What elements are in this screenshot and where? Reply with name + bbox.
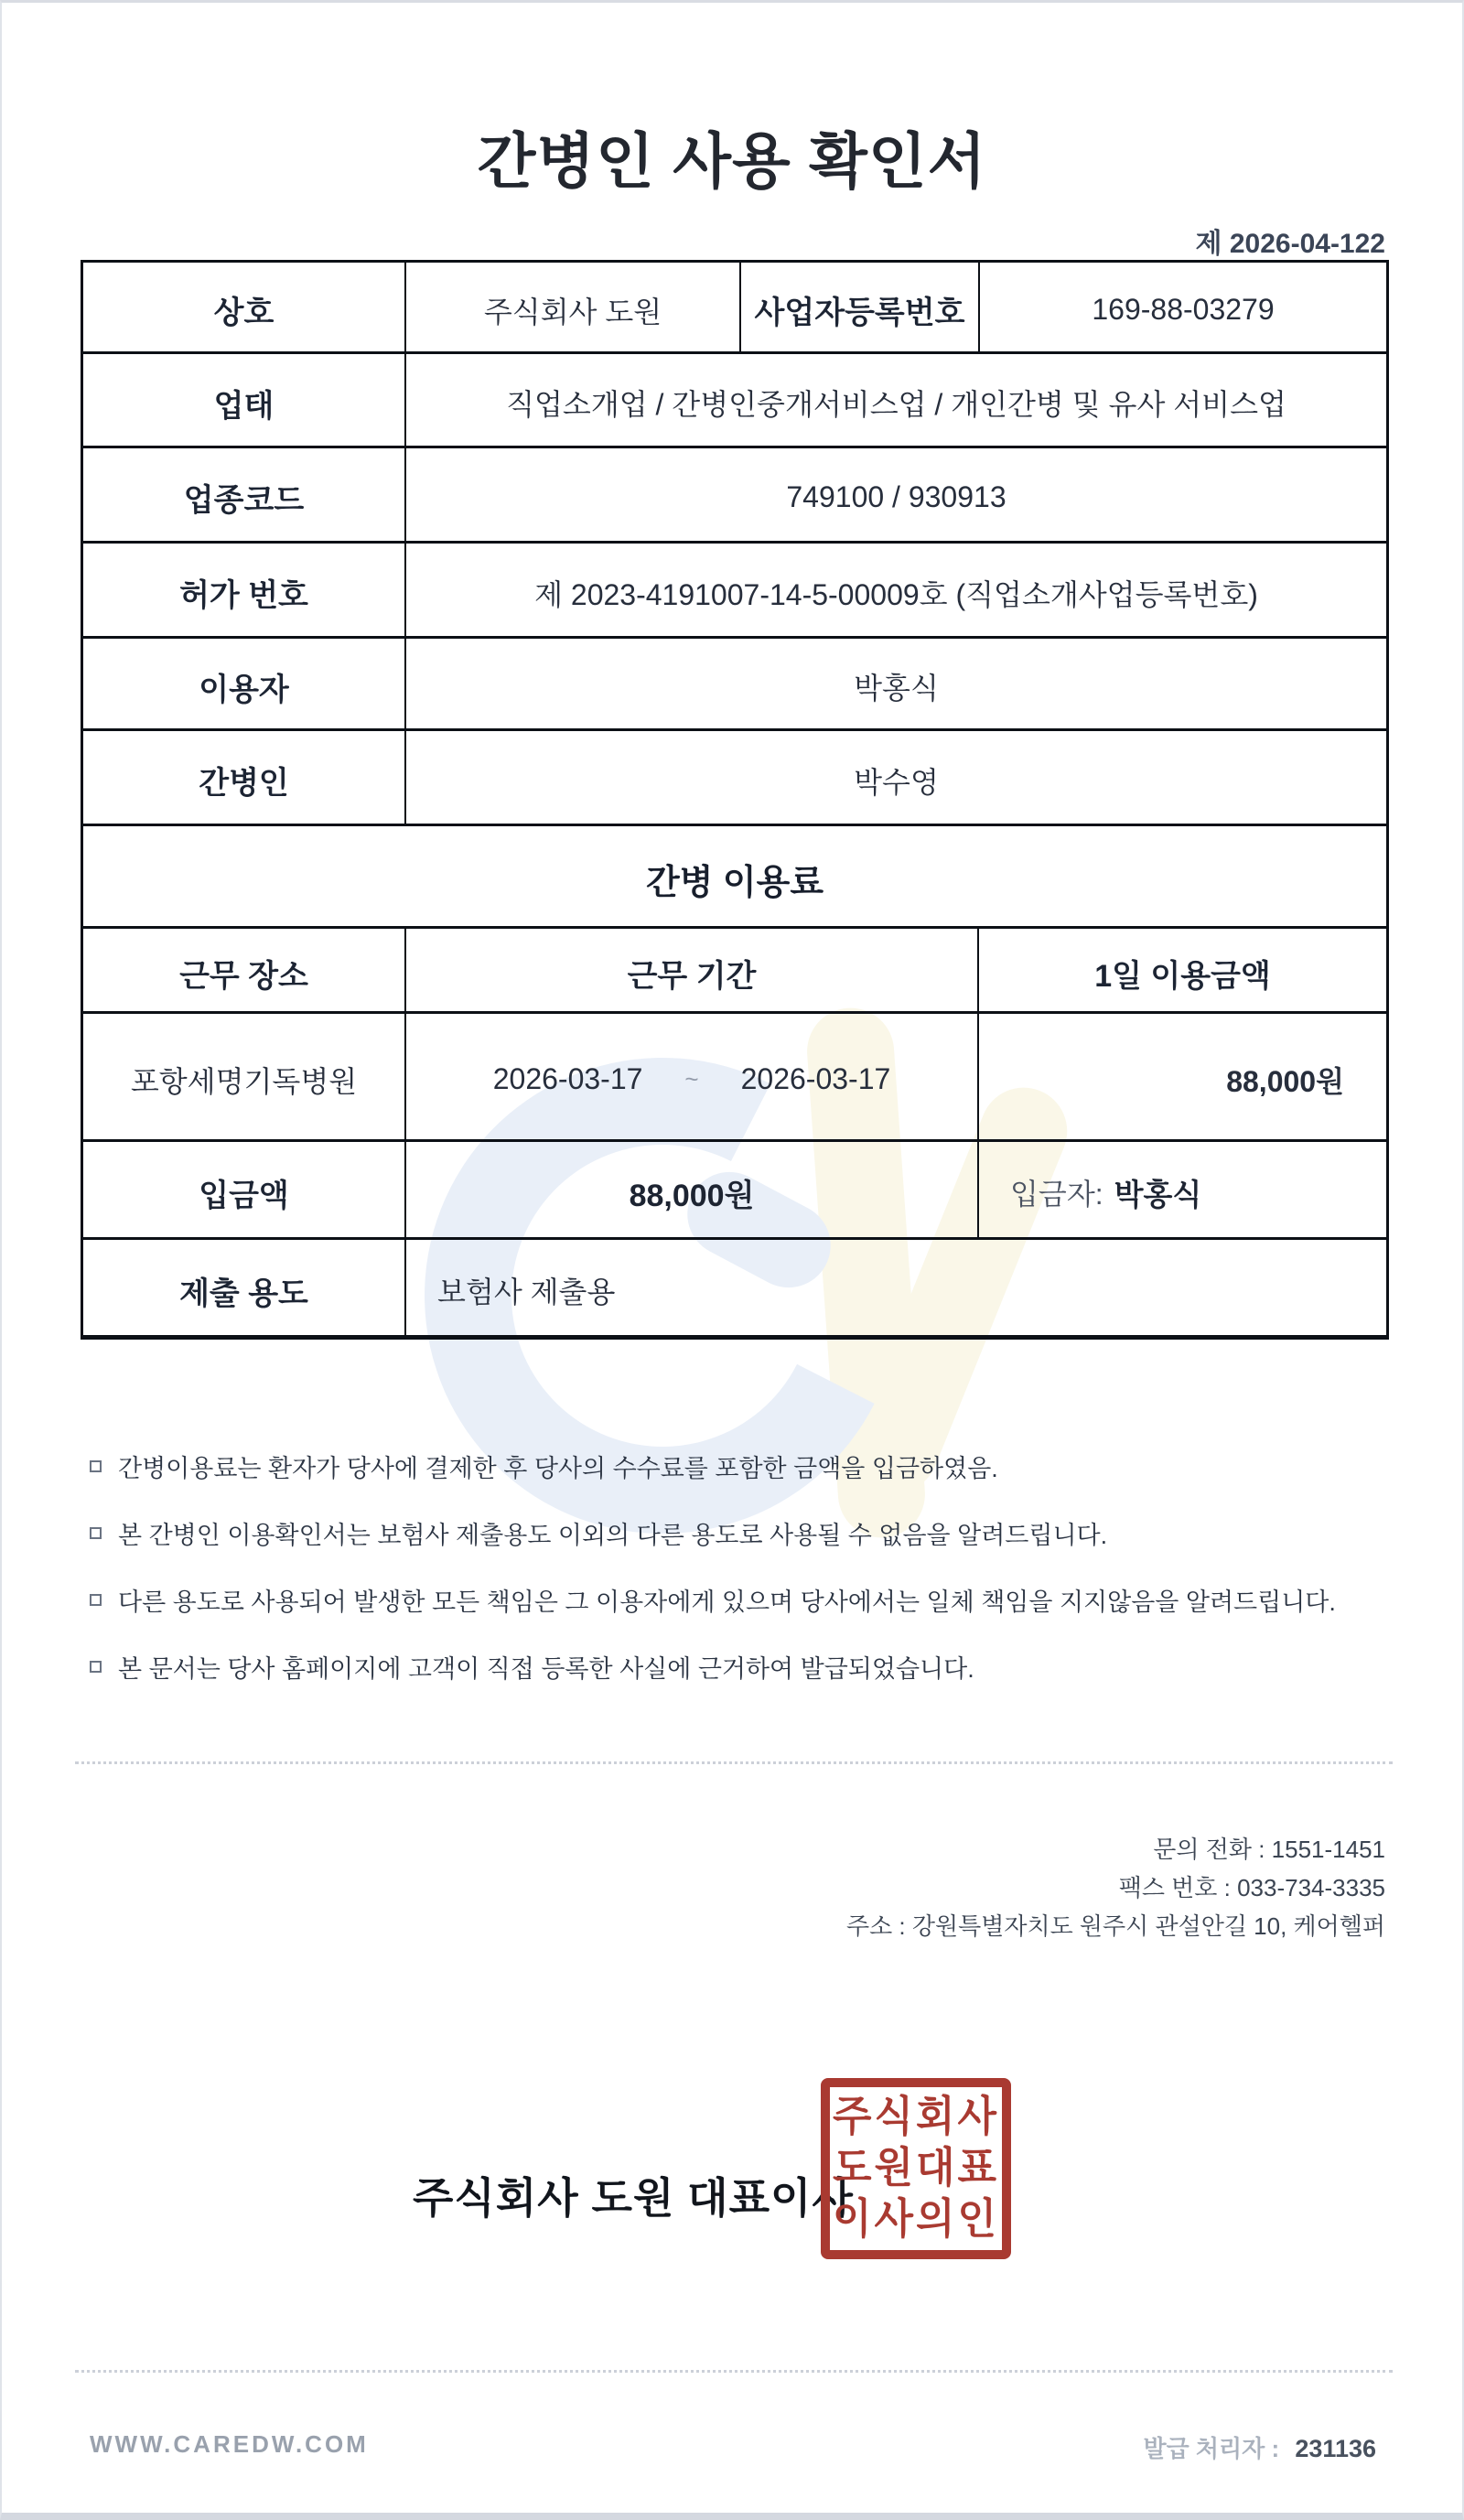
daily-amount-header: 1일 이용금액 <box>1094 958 1271 994</box>
purpose-label: 제출 용도 <box>83 1240 406 1335</box>
work-period-header: 근무 기간 <box>406 929 979 1011</box>
table-row-caregiver <box>83 731 1386 826</box>
permit-number-value: 제 2023-4191007-14-5-00009호 (직업소개사업등록번호) <box>534 577 1258 611</box>
table-row-fee-headers <box>83 929 1386 1014</box>
contact-address: 주소 : 강원특별자치도 원주시 관설안길 10, 케어헬퍼 <box>845 1912 1385 1940</box>
note-text: 다른 용도로 사용되어 발생한 모든 책임은 그 이용자에게 있으며 당사에서는 일체 책임을 지지않음을 알려드립니다. <box>118 1588 1336 1616</box>
table-row-business-type <box>83 354 1386 448</box>
table-row-user <box>83 639 1386 731</box>
work-place-value: 포항세명기독병원 <box>83 1014 406 1139</box>
note-item <box>90 1653 1336 1683</box>
business-number-label: 사업자등록번호 <box>741 263 980 351</box>
document-number: 제 2026-04-122 <box>1195 229 1385 259</box>
square-bullet-icon <box>90 1460 102 1472</box>
note-item <box>90 1453 1336 1482</box>
table-row-company <box>83 263 1386 354</box>
issuer-label: 발급 처리자 : <box>1143 2435 1280 2462</box>
contact-phone: 문의 전화 : 1551-1451 <box>1153 1836 1385 1863</box>
depositor-name: 박홍식 <box>1114 1177 1202 1212</box>
stamp-text-row: 주식회사 <box>832 2093 999 2141</box>
table-row-industry-code <box>83 448 1386 544</box>
company-ceo-signature-text: 주식회사 도원 대표이사 <box>413 2174 854 2222</box>
caregiver-label: 간병인 <box>83 731 406 824</box>
purpose-value: 보험사 제출용 <box>437 1276 616 1308</box>
table-row-deposit <box>83 1142 1386 1240</box>
depositor-label: 입금자: <box>1010 1178 1103 1211</box>
business-type-label: 업태 <box>83 354 406 446</box>
corporate-seal-stamp <box>821 2078 1011 2259</box>
issuer-value: 231136 <box>1295 2435 1376 2462</box>
dotted-divider-bottom <box>75 2370 1393 2373</box>
note-text: 본 간병인 이용확인서는 보험사 제출용도 이외의 다른 용도로 사용될 수 없음을 알려드립니다. <box>118 1521 1108 1549</box>
daily-amount-value: 88,000원 <box>1226 1064 1344 1098</box>
period-to: 2026-03-17 <box>740 1062 891 1095</box>
permit-number-label: 허가 번호 <box>83 544 406 636</box>
table-row-fee-data <box>83 1014 1386 1142</box>
confirmation-table <box>81 260 1389 1340</box>
contact-info <box>846 1830 1385 1945</box>
industry-code-value: 749100 / 930913 <box>786 480 1006 513</box>
company-label: 상호 <box>83 263 406 351</box>
business-type-value: 직업소개업 / 간병인중개서비스업 / 개인간병 및 유사 서비스업 <box>506 388 1286 421</box>
table-row-fee-section-title <box>83 826 1386 929</box>
square-bullet-icon <box>90 1527 102 1539</box>
user-value: 박홍식 <box>854 672 939 705</box>
square-bullet-icon <box>90 1594 102 1606</box>
caregiver-value: 박수영 <box>854 765 939 799</box>
fee-section-title: 간병 이용료 <box>645 864 824 902</box>
dotted-divider-top <box>75 1761 1393 1764</box>
deposit-label: 입금액 <box>83 1142 406 1237</box>
work-period-value <box>406 1014 979 1139</box>
user-label: 이용자 <box>83 639 406 728</box>
notes-list <box>90 1453 1336 1720</box>
table-row-permit-number <box>83 544 1386 639</box>
depositor-cell <box>979 1142 1386 1237</box>
page-title: 간병인 사용 확인서 <box>477 127 987 195</box>
tilde-separator: ~ <box>684 1065 699 1093</box>
note-text: 간병이용료는 환자가 당사에 결제한 후 당사의 수수료를 포함한 금액을 입금하였음. <box>118 1454 998 1482</box>
company-value: 주식회사 도원 <box>406 263 741 351</box>
industry-code-label: 업종코드 <box>83 448 406 541</box>
square-bullet-icon <box>90 1661 102 1673</box>
work-place-header: 근무 장소 <box>83 929 406 1011</box>
note-item <box>90 1520 1336 1549</box>
business-number-value: 169-88-03279 <box>1092 293 1275 326</box>
website-url: WWW.CAREDW.COM <box>90 2430 369 2458</box>
period-from: 2026-03-17 <box>492 1062 643 1095</box>
deposit-amount: 88,000원 <box>406 1142 979 1237</box>
issuer-info <box>1143 2430 1376 2464</box>
note-item <box>90 1587 1336 1616</box>
note-text: 본 문서는 당사 홈페이지에 고객이 직접 등록한 사실에 근거하여 발급되었습니다. <box>118 1654 974 1683</box>
stamp-text-row: 이사의인 <box>832 2195 999 2244</box>
table-row-purpose <box>83 1240 1386 1335</box>
stamp-text-row: 도원대표 <box>832 2144 999 2192</box>
contact-fax: 팩스 번호 : 033-734-3335 <box>1118 1874 1385 1901</box>
